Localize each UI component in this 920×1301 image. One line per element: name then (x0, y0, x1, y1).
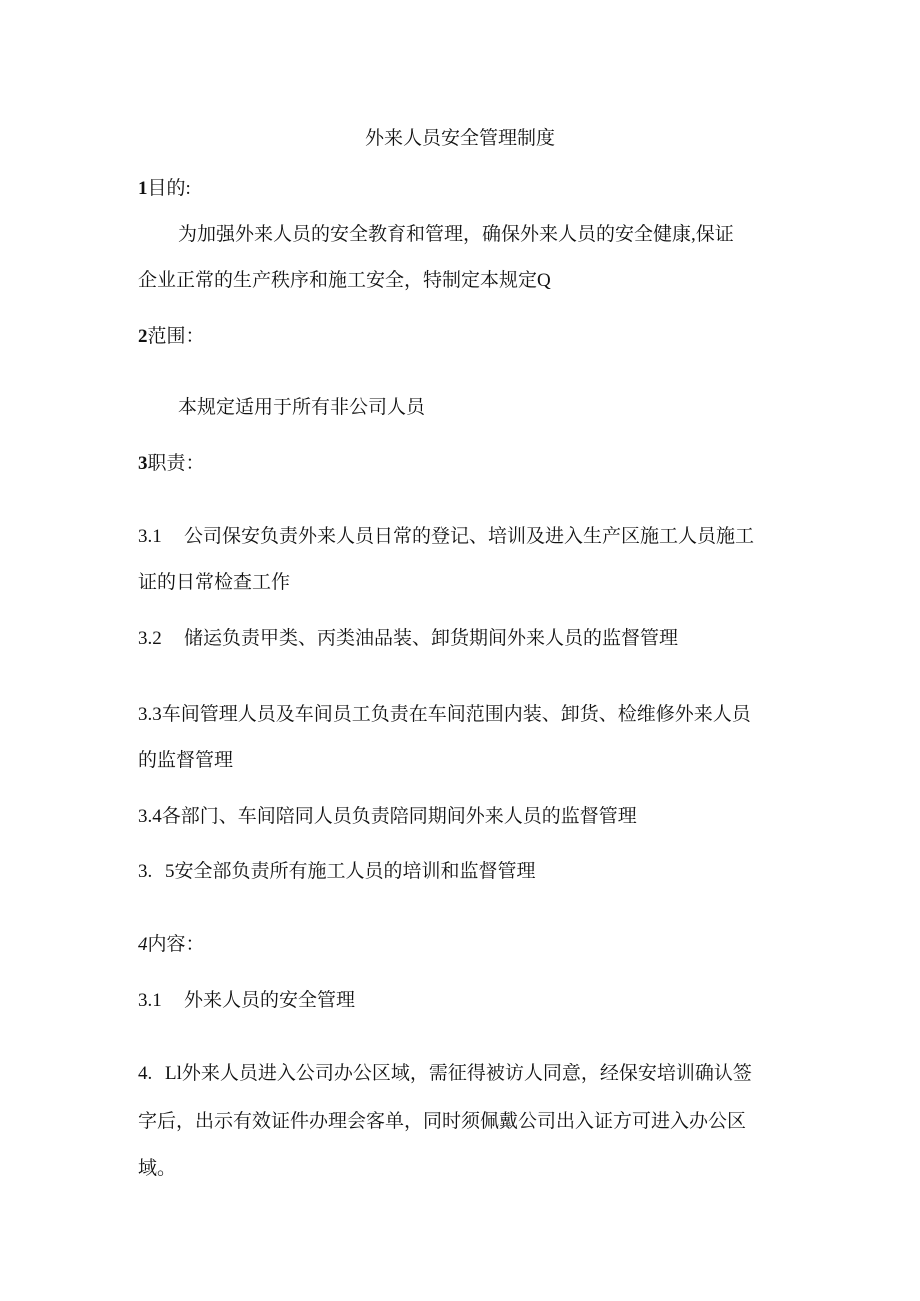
section-number: 2 (138, 326, 148, 347)
section-heading-scope (138, 326, 205, 348)
duty-number-3-4: 3.4 (138, 806, 162, 827)
content-item-number: 4. (138, 1063, 153, 1084)
section-label: 范围： (147, 326, 205, 347)
duty-text-3-3-line-2: 的监督管理 (138, 750, 234, 771)
section-label: 内容： (147, 934, 205, 955)
content-item-text-1: 外来人员进入公司办公区域，需征得被访人同意，经保安培训确认签 (181, 1063, 752, 1084)
duty-text-3-2: 储运负责甲类、丙类油品装、卸货期间外来人员的监督管理 (184, 628, 679, 649)
duty-text-3-3-line-1: 车间管理人员及车间员工负责在车间范围内装、卸货、检维修外来人员 (161, 704, 751, 725)
duty-number-3-2: 3.2 (138, 628, 162, 649)
section-number: 4 (138, 934, 148, 955)
section-label: 职责： (147, 453, 205, 474)
section-number: 1 (138, 178, 148, 199)
section-label: 目的: (147, 178, 191, 199)
content-item-line-1 (165, 1063, 752, 1085)
document-title: 外来人员安全管理制度 (364, 128, 555, 149)
duty-text-3-4: 各部门、车间陪同人员负责陪同期间外来人员的监督管理 (161, 806, 637, 827)
duty-item-3-3 (138, 704, 751, 726)
section-heading-duties (138, 453, 205, 475)
content-subheading: 外来人员的安全管理 (184, 990, 356, 1011)
purpose-text-line-2: 企业正常的生产秩序和施工安全，特制定本规定Q (138, 270, 551, 291)
section-number: 3 (138, 453, 148, 474)
duty-number-3-1: 3.1 (138, 526, 162, 547)
content-subnumber: 3.1 (138, 990, 162, 1011)
content-item-line-3: 域。 (138, 1158, 177, 1179)
content-item-line-2: 字后，出示有效证件办理会客单，同时须佩戴公司出入证方可进入办公区 (138, 1111, 747, 1132)
duty-number-3-3: 3.3 (138, 704, 162, 725)
section-heading-purpose (138, 178, 191, 200)
duty-item-3-5 (165, 861, 536, 883)
scope-text: 本规定适用于所有非公司人员 (178, 397, 426, 418)
purpose-text-line-1: 为加强外来人员的安全教育和管理，确保外来人员的安全健康,保证 (178, 224, 734, 245)
duty-text-3-1-line-1: 公司保安负责外来人员日常的登记、培训及进入生产区施工人员施工 (184, 526, 755, 547)
duty-number-3-5: 3. (138, 861, 153, 882)
duty-item-3-4 (138, 806, 637, 828)
duty-subnumber-3-5: 5 (165, 861, 175, 882)
section-heading-content (138, 934, 205, 956)
duty-text-3-1-line-2: 证的日常检查工作 (138, 572, 291, 593)
content-item-code: Ll (165, 1063, 182, 1084)
duty-text-3-5: 安全部负责所有施工人员的培训和监督管理 (174, 861, 536, 882)
